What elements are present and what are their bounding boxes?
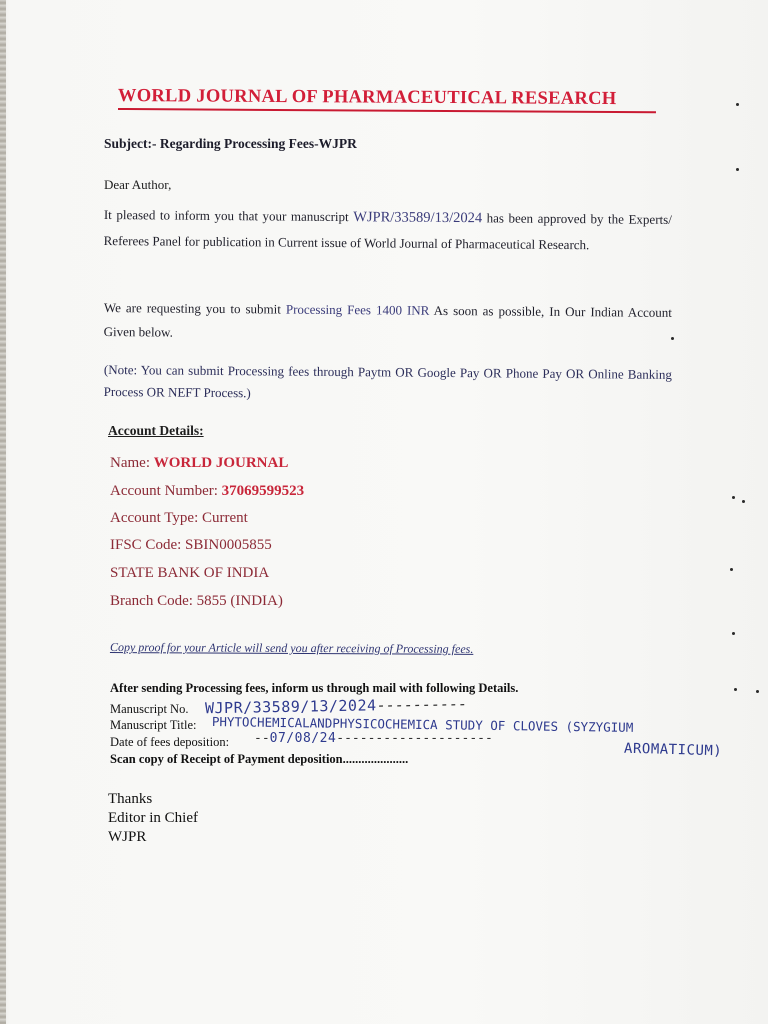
processing-fees: Processing Fees 1400 INR (285, 301, 430, 318)
approval-text-end: has been approved by the Experts/ Referees Panel for publication in Current issue of World Journal of Pharmaceutical Research. (103, 210, 672, 253)
manuscript-no-field (110, 702, 188, 717)
journal-title: WORLD JOURNAL OF PHARMACEUTICAL RESEARCH (117, 86, 617, 110)
ifsc-code: IFSC Code: SBIN0005855 (110, 537, 272, 553)
paper-speck (671, 337, 674, 340)
account-number-label: Account Number: (110, 483, 222, 499)
manuscript-no-label: Manuscript No. (110, 702, 189, 716)
manuscript-title-field (110, 718, 196, 733)
payment-note: (Note: You can submit Processing fees through Paytm OR Google Pay OR Phone Pay OR Online Banking Process OR NEFT Process.) (103, 361, 672, 401)
closing-org: WJPR (108, 829, 147, 845)
account-type: Account Type: Current (110, 510, 248, 526)
account-details-heading: Account Details: (108, 423, 204, 438)
account-name-value: WORLD JOURNAL (153, 455, 289, 471)
dotted-fill: -------------------- (336, 731, 493, 746)
manuscript-title-label: Manuscript Title: (110, 718, 197, 732)
manuscript-title-handwritten: PHYTOCHEMICALANDPHYSICOCHEMICA STUDY OF CLOVES (SYZYGIUM (211, 714, 634, 735)
page-edge-shadow (0, 0, 6, 1024)
mail-instructions: After sending Processing fees, inform us through mail with following Details. (110, 681, 519, 695)
branch-code: Branch Code: 5855 (INDIA) (110, 593, 283, 609)
closing-editor: Editor in Chief (108, 810, 198, 826)
dotted-fill: -- (254, 731, 270, 746)
paper-speck (742, 500, 745, 503)
date-value: 07/08/24 (269, 731, 337, 746)
date-handwritten (254, 731, 493, 746)
subject-line: Subject:- Regarding Processing Fees-WJPR (104, 136, 357, 151)
paper-speck (736, 168, 739, 171)
manuscript-title-handwritten-line2: AROMATICUM) (623, 740, 723, 760)
fees-request-paragraph (104, 296, 672, 349)
approval-text-start: It pleased to inform you that your manuscript (103, 206, 354, 225)
greeting: Dear Author, (104, 177, 172, 192)
account-number-value: 37069599523 (221, 483, 305, 499)
manuscript-no-value: WJPR/33589/13/2024 (204, 696, 377, 718)
paper-speck (732, 632, 735, 635)
paper-speck (736, 103, 739, 106)
paper-speck (756, 690, 759, 693)
approval-paragraph (104, 202, 672, 258)
copy-proof-note: Copy proof for your Article will send you after receiving of Processing fees. (109, 640, 474, 656)
paper-speck (732, 496, 735, 499)
bank-name: STATE BANK OF INDIA (110, 565, 270, 581)
paper-speck (734, 688, 737, 691)
date-label: Date of fees deposition: (110, 735, 230, 749)
manuscript-id: WJPR/33589/13/2024 (353, 209, 483, 227)
dotted-fill: ---------- (376, 694, 468, 715)
date-field (110, 735, 229, 750)
account-name-label: Name: (110, 455, 154, 471)
account-name (110, 455, 288, 472)
closing-thanks: Thanks (108, 791, 153, 807)
paper-speck (730, 568, 733, 571)
account-number (110, 483, 304, 500)
fees-text-start: We are requesting you to submit (103, 299, 286, 317)
scan-copy-field: Scan copy of Receipt of Payment deposition..................... (110, 752, 409, 766)
fees-text-end: As soon as possible, In Our Indian Account Given below. (103, 302, 672, 340)
